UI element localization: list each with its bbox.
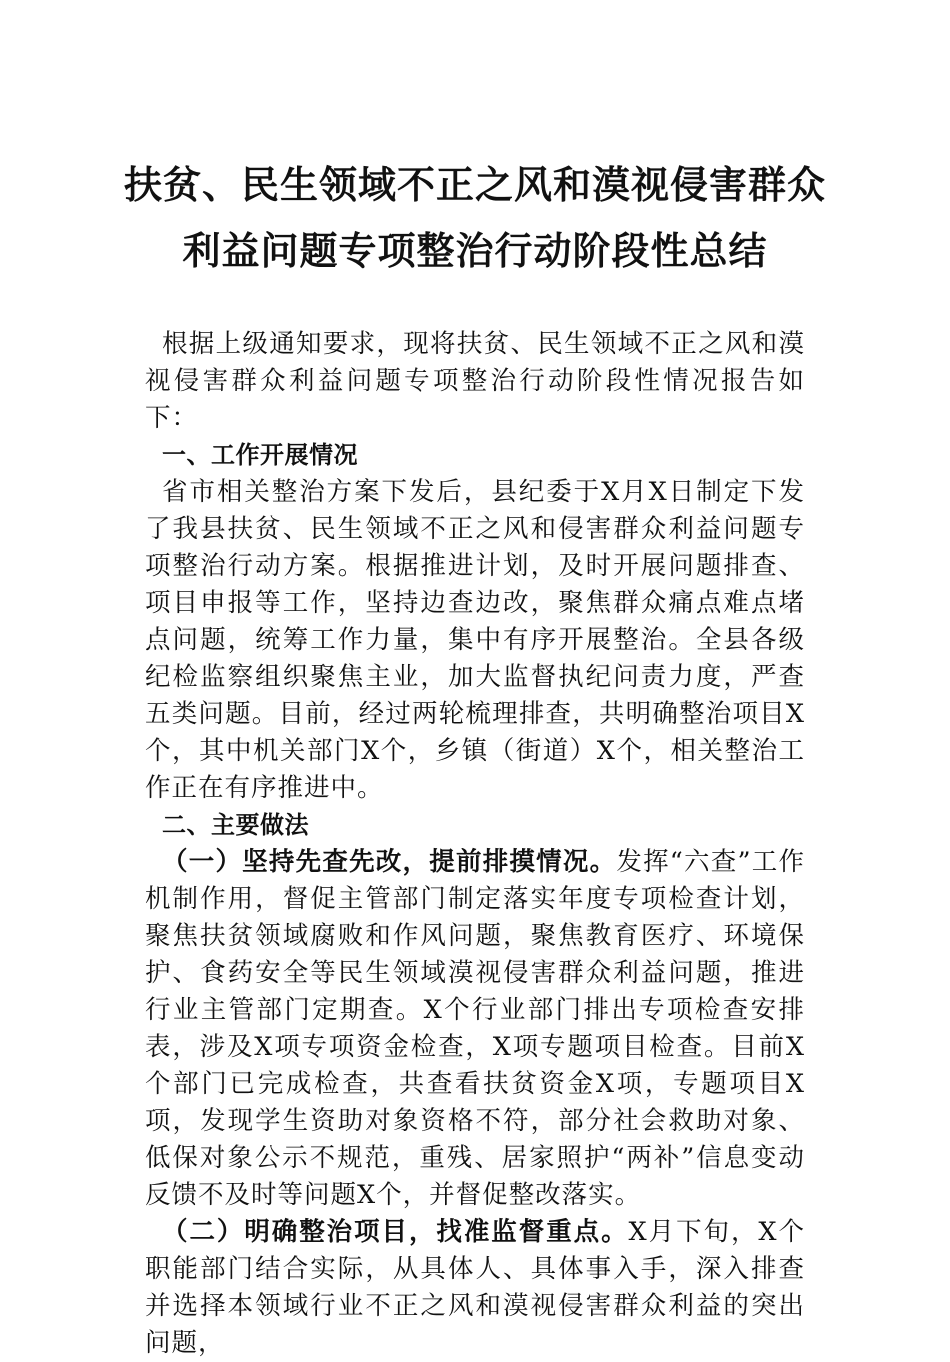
section-heading-2: 二、主要做法 — [162, 811, 309, 839]
document-body — [145, 326, 805, 1362]
section-1-paragraph: 省市相关整治方案下发后，县纪委于X月X日制定下发了我县扶贫、民生领域不正之风和侵害群众利益问题专项整治行动方案。根据推进计划，及时开展问题排查、项目申报等工作，坚持边查边改，聚焦群众痛点难点堵点问题，统筹工作力量，集中有序开展整治。全县各级纪检监察组织聚焦主业，加大监督执纪问责力度，严查五类问题。目前，经过两轮梳理排查，共明确整治项目X个，其中机关部门X个，乡镇（街道）X个，相关整治工作正在有序推进中。 — [145, 477, 805, 803]
item-2-text: X月下旬，X个职能部门结合实际，从具体人、具体事入手，深入排查并选择本领域行业不正之风和漠视侵害群众利益的突出问题， — [145, 1217, 805, 1358]
document-title-line-1: 扶贫、民生领域不正之风和漠视侵害群众 — [123, 162, 826, 207]
section-heading-1: 一、工作开展情况 — [162, 441, 358, 469]
item-1-paragraph — [145, 844, 805, 1214]
item-1-text: 发挥“六查”工作机制作用，督促主管部门制定落实年度专项检查计划，聚焦扶贫领域腐败和作风问题，聚焦教育医疗、环境保护、食药安全等民生领域漠视侵害群众利益问题，推进行业主管部门定期查。X个行业部门排出专项检查安排表，涉及X项专项资金检查，X项专题项目检查。目前X个部门已完成检查，共查看扶贫资金X项，专题项目X项，发现学生资助对象资格不符，部分社会救助对象、低保对象公示不规范，重残、居家照护“两补”信息变动反馈不及时等问题X个，并督促整改落实。 — [145, 847, 805, 1210]
intro-paragraph: 根据上级通知要求，现将扶贫、民生领域不正之风和漠视侵害群众利益问题专项整治行动阶段性情况报告如下： — [145, 329, 805, 433]
document-title-line-2: 利益问题专项整治行动阶段性总结 — [182, 228, 768, 273]
item-2-lead: （二）明确整治项目，找准监督重点。 — [162, 1217, 629, 1247]
item-1-lead: （一）坚持先查先改，提前排摸情况。 — [162, 847, 617, 877]
item-2-paragraph — [145, 1214, 805, 1362]
